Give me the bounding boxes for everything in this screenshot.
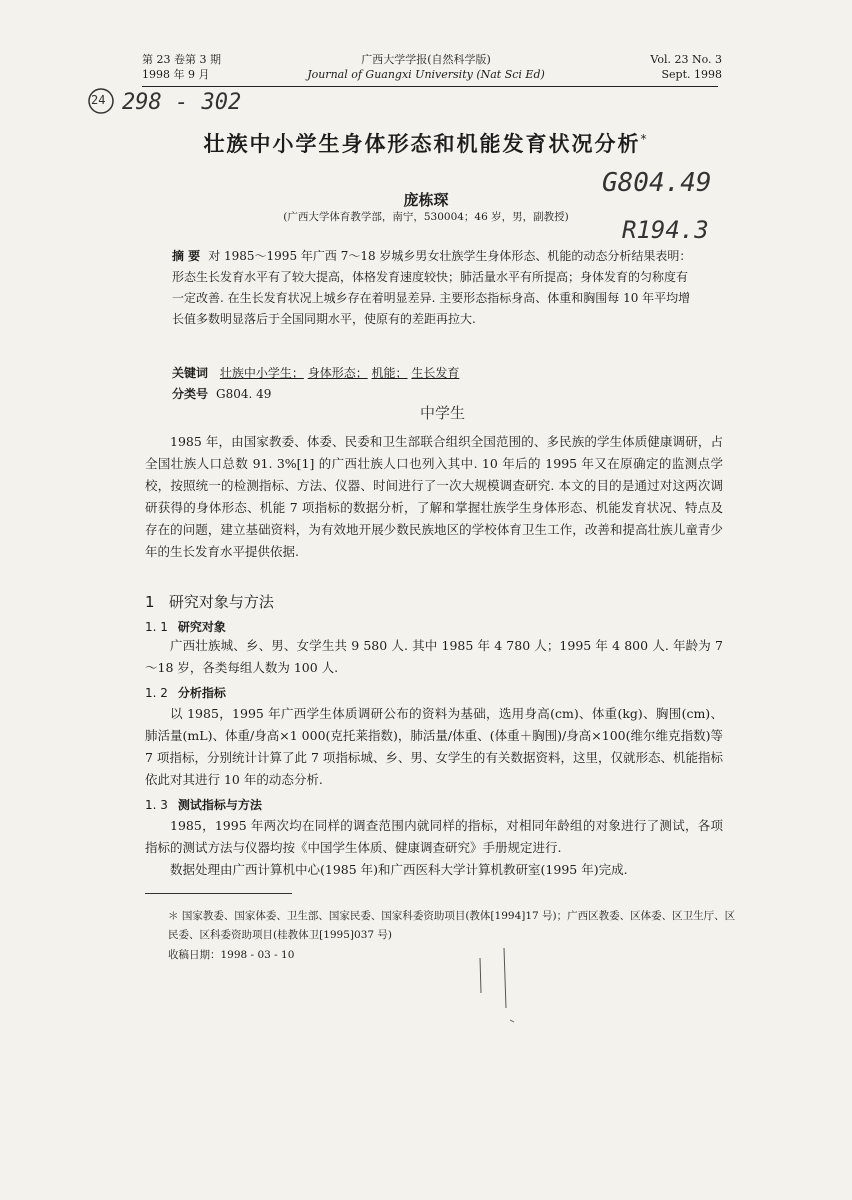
- subsection-paragraph: 以 1985，1995 年广西学生体质调研公布的资料为基础，选用身高(cm)、体重(kg)、胸围(cm)、肺活量(mL)、体重/身高×1 000(克托莱指数)，肺活量/体重、(体重＋胸围)/身高×100(维尔维克指数)等 7 项指标，分别统计计算了此 7 项指标城、乡、男、女学生的有关数据资料，这里，仅就形态、机能指标依此对其进行 10 年的动态分析.: [145, 706, 723, 787]
- intro-paragraph: 1985 年，由国家教委、体委、民委和卫生部联合组织全国范围的、多民族的学生体质健康调研，占全国壮族人口总数 91. 3%[1] 的广西壮族人口也列入其中. 10 年后的 1995 年又在原确定的监测点学校，按照统一的检测指标、方法、仪器、时间进行了一次大规模调查研究. 本文的目的是通过对这两次调研获得的身体形态、机能 7 项指标的数据分析，了解和掌握壮族学生身体形态、机能发育状况、特点及存在的问题，建立基础资料，为有效地开展少数民族地区的学校体育卫生工作，改善和提高壮族儿童青少年的生长发育水平提供依据.: [145, 434, 723, 559]
- header-date: 1998 年 9 月: [142, 68, 210, 81]
- subsection-paragraph: 1985，1995 年两次均在同样的调查范围内就同样的指标，对相同年龄组的对象进行了测试，各项指标的测试方法与仪器均按《中国学生体质、健康调查研究》手册规定进行.: [145, 818, 723, 855]
- keyword-item: 生长发育: [411, 366, 460, 380]
- section-number: 1: [145, 593, 155, 611]
- subsection-paragraph: 广西壮族城、乡、男、女学生共 9 580 人. 其中 1985 年 4 780 人；1995 年 4 800 人. 年龄为 7～18 岁，各类每组人数为 100 人.: [145, 638, 723, 675]
- scan-marks-icon: [470, 948, 530, 1028]
- subsection-heading: [145, 618, 226, 635]
- footnote-received: 收稿日期：1998 - 03 - 10: [168, 949, 295, 961]
- handwritten-pages: 298 - 302: [122, 90, 242, 115]
- abstract: [172, 246, 692, 330]
- classification: [172, 384, 692, 405]
- author: 庞栋琛: [403, 191, 449, 209]
- handwritten-code-r: R194.3: [622, 216, 709, 244]
- subsection-title: 测试指标与方法: [177, 798, 262, 812]
- paper-title: [0, 128, 852, 158]
- subsection-title: 分析指标: [177, 686, 226, 700]
- section-heading: [145, 591, 274, 612]
- classification-label: 分类号: [172, 387, 209, 401]
- subsection-title: 研究对象: [177, 620, 226, 634]
- section-title: 研究对象与方法: [168, 593, 274, 611]
- keyword-item: 机能；: [371, 366, 408, 380]
- subsection-heading: [145, 796, 262, 813]
- keywords-label: 关键词: [172, 366, 209, 380]
- subsection-heading: [145, 684, 226, 701]
- keyword-item: 壮族: [219, 366, 244, 380]
- subsection-paragraph: 数据处理由广西计算机中心(1985 年)和广西医科大学计算机教研室(1995 年)完成.: [170, 862, 628, 877]
- classification-value: G804. 49: [216, 387, 272, 401]
- subsection-number: 1. 3: [145, 798, 168, 812]
- abstract-text: 对 1985～1995 年广西 7～18 岁城乡男女壮族学生身体形态、机能的动态分析结果表明：形态生长发育水平有了较大提高，体格发育速度较快；肺活量水平有所提高；身体发育的匀称度有一定改善. 在生长发育状况上城乡存在着明显差异. 主要形态指标身高、体重和胸围每 10 年平均增长值多数明显落后于全国同期水平，使原有的差距再拉大.: [172, 249, 692, 326]
- handwritten-note: 中学生: [420, 404, 466, 422]
- subsection-number: 1. 1: [145, 620, 168, 634]
- keyword-item: 身体形态；: [307, 366, 368, 380]
- header-vol-en: Vol. 23 No. 3: [650, 53, 722, 66]
- subsection-number: 1. 2: [145, 686, 168, 700]
- header-volume: 第 23 卷第 3 期: [142, 53, 221, 66]
- header-rule: [142, 86, 718, 87]
- header-journal-en: Journal of Guangxi University (Nat Sci Ed): [307, 68, 545, 81]
- affiliation: (广西大学体育教学部，南宁，530004；46 岁，男，副教授): [283, 211, 569, 223]
- abstract-label: 摘 要: [172, 249, 201, 263]
- title-text: 壮族中小学生身体形态和机能发育状况分析: [203, 132, 641, 156]
- header-journal-cn: 广西大学学报(自然科学版): [361, 53, 491, 66]
- footnote-rule: [145, 893, 292, 894]
- header-date-en: Sept. 1998: [661, 68, 722, 81]
- handwritten-code-g: G804.49: [602, 168, 712, 198]
- keyword-item: 中小学生；: [243, 366, 304, 380]
- footnote-funding: ＊ 国家教委、国家体委、卫生部、国家民委、国家科委资助项目(教体[1994]17 号)；广西区教委、区体委、区卫生厅、区民委、区科委资助项目(桂教体卫[1995]037 号): [168, 910, 736, 941]
- title-footnote-mark: *: [640, 132, 649, 146]
- handwritten-circle-number: 24: [91, 93, 106, 107]
- keywords: [172, 363, 692, 384]
